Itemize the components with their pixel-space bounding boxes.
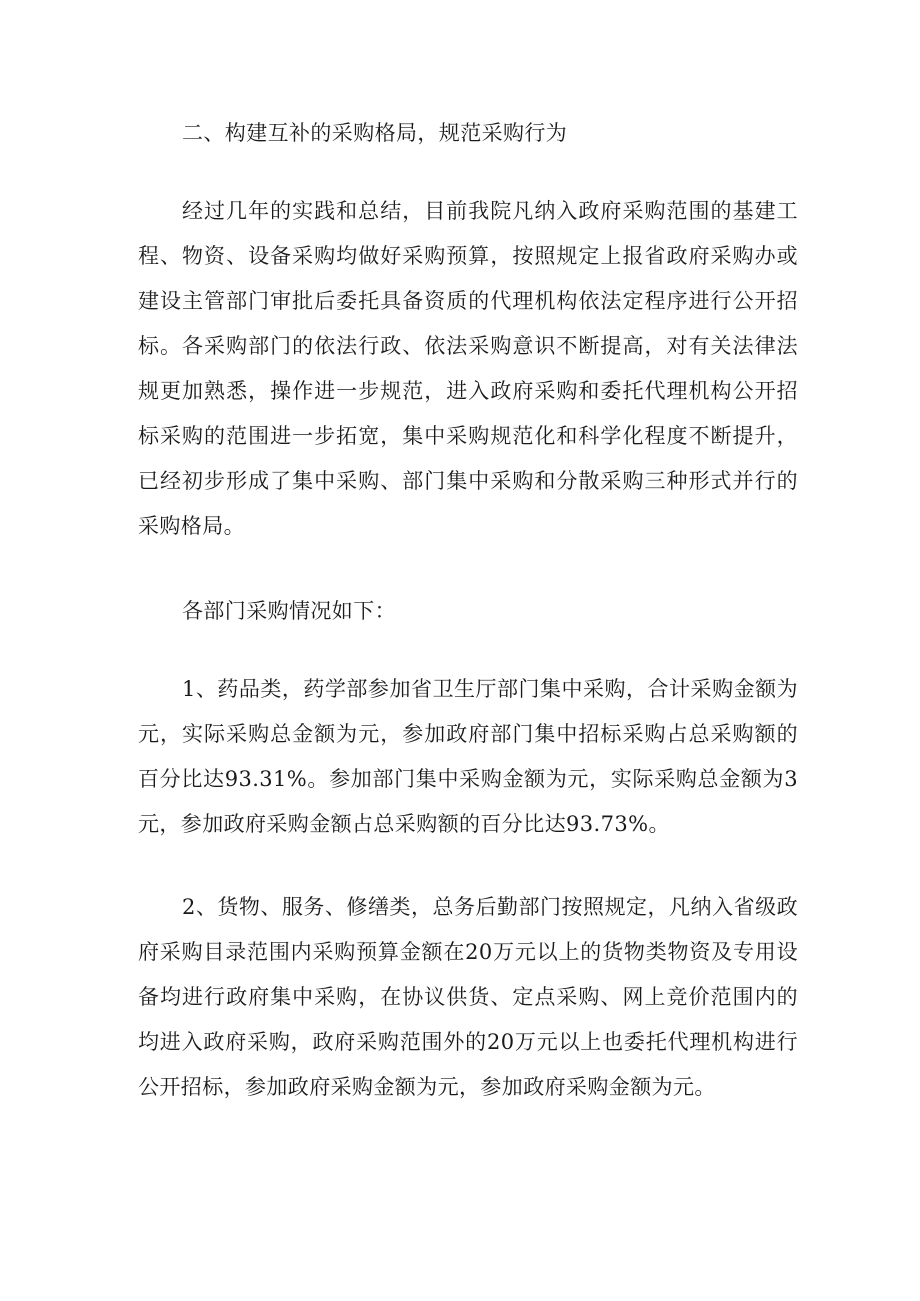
- section-heading: 二、构建互补的采购格局，规范采购行为: [182, 121, 568, 145]
- paragraph-pharmaceuticals: 1、药品类，药学部参加省卫生厅部门集中采购，合计采购金额为元，实际采购总金额为元，参加政府部门集中招标采购占总采购额的百分比达93.31%。参加部门集中采购金额为元，实际采购总金额为3元，参加政府采购金额占总采购额的百分比达93.73%。: [138, 677, 798, 836]
- paragraph-department-intro: 各部门采购情况如下：: [182, 599, 396, 623]
- paragraph-goods-services: 2、货物、服务、修缮类，总务后勤部门按照规定，凡纳入省级政府采购目录范围内采购预算金额在20万元以上的货物类物资及专用设备均进行政府集中采购，在协议供货、定点采购、网上竞价范围内的均进入政府采购，政府采购范围外的20万元以上也委托代理机构进行公开招标，参加政府采购金额为元，参加政府采购金额为元。: [138, 895, 798, 1099]
- paragraph-practice-summary: 经过几年的实践和总结，目前我院凡纳入政府采购范围的基建工程、物资、设备采购均做好采购预算，按照规定上报省政府采购办或建设主管部门审批后委托具备资质的代理机构依法定程序进行公开招标。各采购部门的依法行政、依法采购意识不断提高，对有关法律法规更加熟悉，操作进一步规范，进入政府采购和委托代理机构公开招标采购的范围进一步拓宽，集中采购规范化和科学化程度不断提升，已经初步形成了集中采购、部门集中采购和分散采购三种形式并行的采购格局。: [138, 199, 798, 538]
